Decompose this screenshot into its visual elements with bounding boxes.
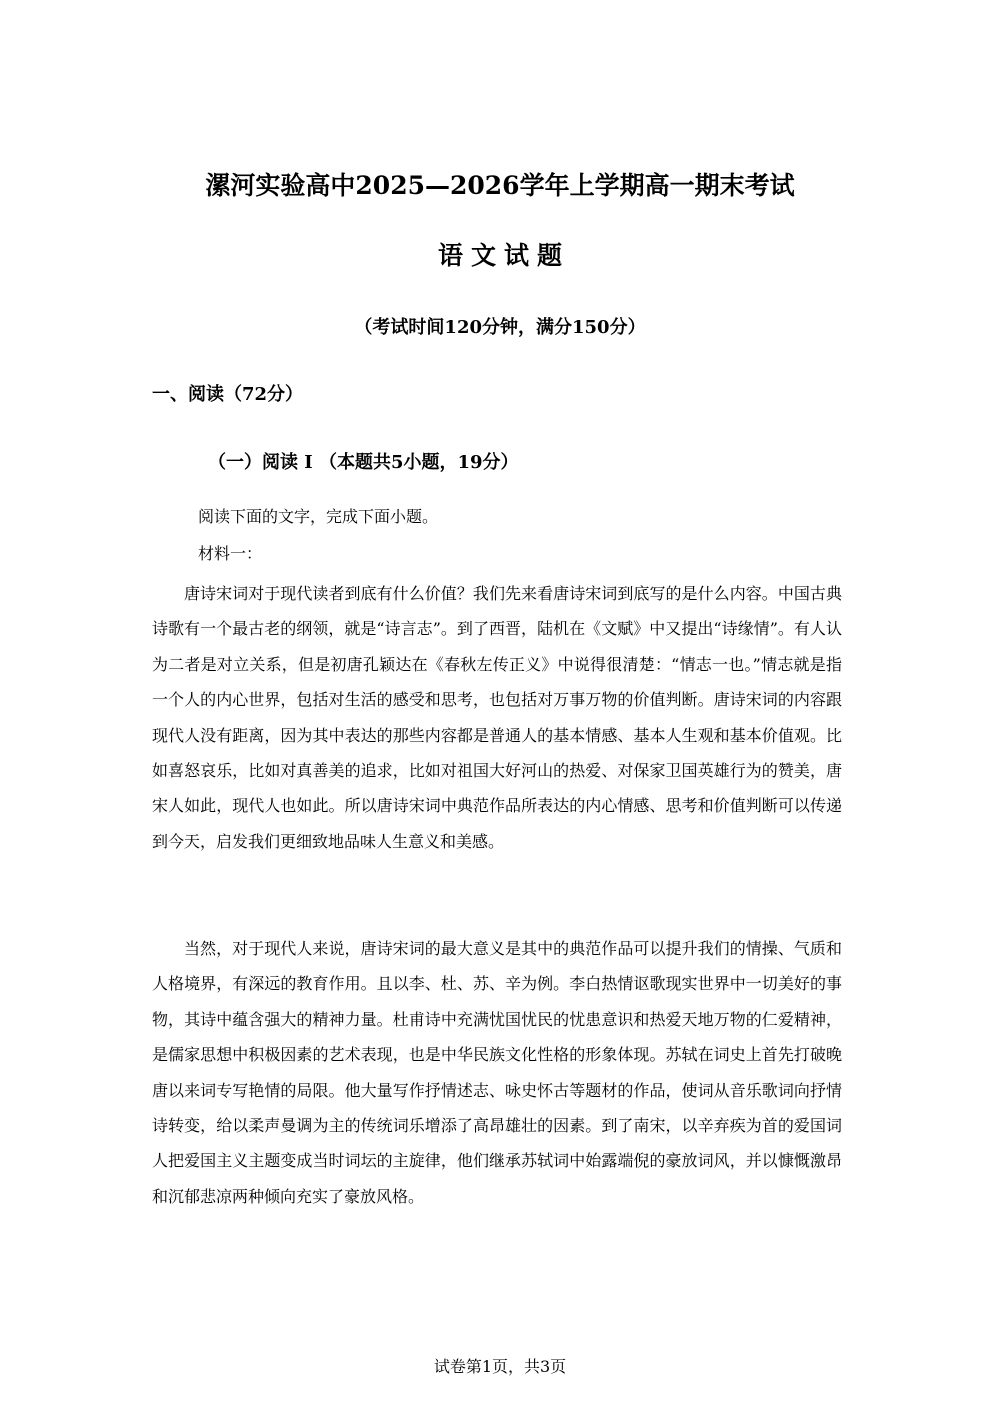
subsection-heading: （一）阅读 I （本题共5小题，19分） <box>208 452 519 473</box>
reading-instruction: 阅读下面的文字，完成下面小题。 <box>198 507 439 526</box>
material-label: 材料一： <box>198 544 263 563</box>
section-heading: 一、阅读（72分） <box>152 384 304 405</box>
subject-title: 语文试题 <box>437 241 570 270</box>
page-footer: 试卷第1页，共3页 <box>433 1357 567 1376</box>
body-paragraph: 当然，对于现代人来说，唐诗宋词的最大意义是其中的典范作品可以提升我们的情操、气质和人格境界，有深远的教育作用。且以李、杜、苏、辛为例。李白热情讴歌现实世界中一切美好的事物，其诗中蕴含强大的精神力量。杜甫诗中充满忧国忧民的忧患意识和热爱天地万物的仁爱精神，是儒家思想中积极因素的艺术表现，也是中华民族文化性格的形象体现。苏轼在词史上首先打破晚唐以来词专写艳情的局限。他大量写作抒情述志、咏史怀古等题材的作品，使词从音乐歌词向抒情诗转变，给以柔声曼调为主的传统词乐增添了高昂雄壮的因素。到了南宋，以辛弃疾为首的爱国词人把爱国主义主题变成当时词坛的主旋律，他们继承苏轼词中始露端倪的豪放词风，并以慷慨激昂和沉郁悲凉两种倾向充实了豪放风格。 <box>152 939 842 1206</box>
exam-info: （考试时间120分钟，满分150分） <box>354 317 646 338</box>
exam-main-title: 漯河实验高中2025—2026学年上学期高一期末考试 <box>205 171 795 200</box>
body-paragraph: 唐诗宋词对于现代读者到底有什么价值？我们先来看唐诗宋词到底写的是什么内容。中国古典诗歌有一个最古老的纲领，就是“诗言志”。到了西晋，陆机在《文赋》中又提出“诗缘情”。有人认为二者是对立关系，但是初唐孔颖达在《春秋左传正义》中说得很清楚：“情志一也。”情志就是指一个人的内心世界，包括对生活的感受和思考，也包括对万事万物的价值判断。唐诗宋词的内容跟现代人没有距离，因为其中表达的那些内容都是普通人的基本情感、基本人生观和基本价值观。比如喜怒哀乐，比如对真善美的追求，比如对祖国大好河山的热爱、对保家卫国英雄行为的赞美，唐宋人如此，现代人也如此。所以唐诗宋词中典范作品所表达的内心情感、思考和价值判断可以传递到今天，启发我们更细致地品味人生意义和美感。 <box>152 584 842 851</box>
